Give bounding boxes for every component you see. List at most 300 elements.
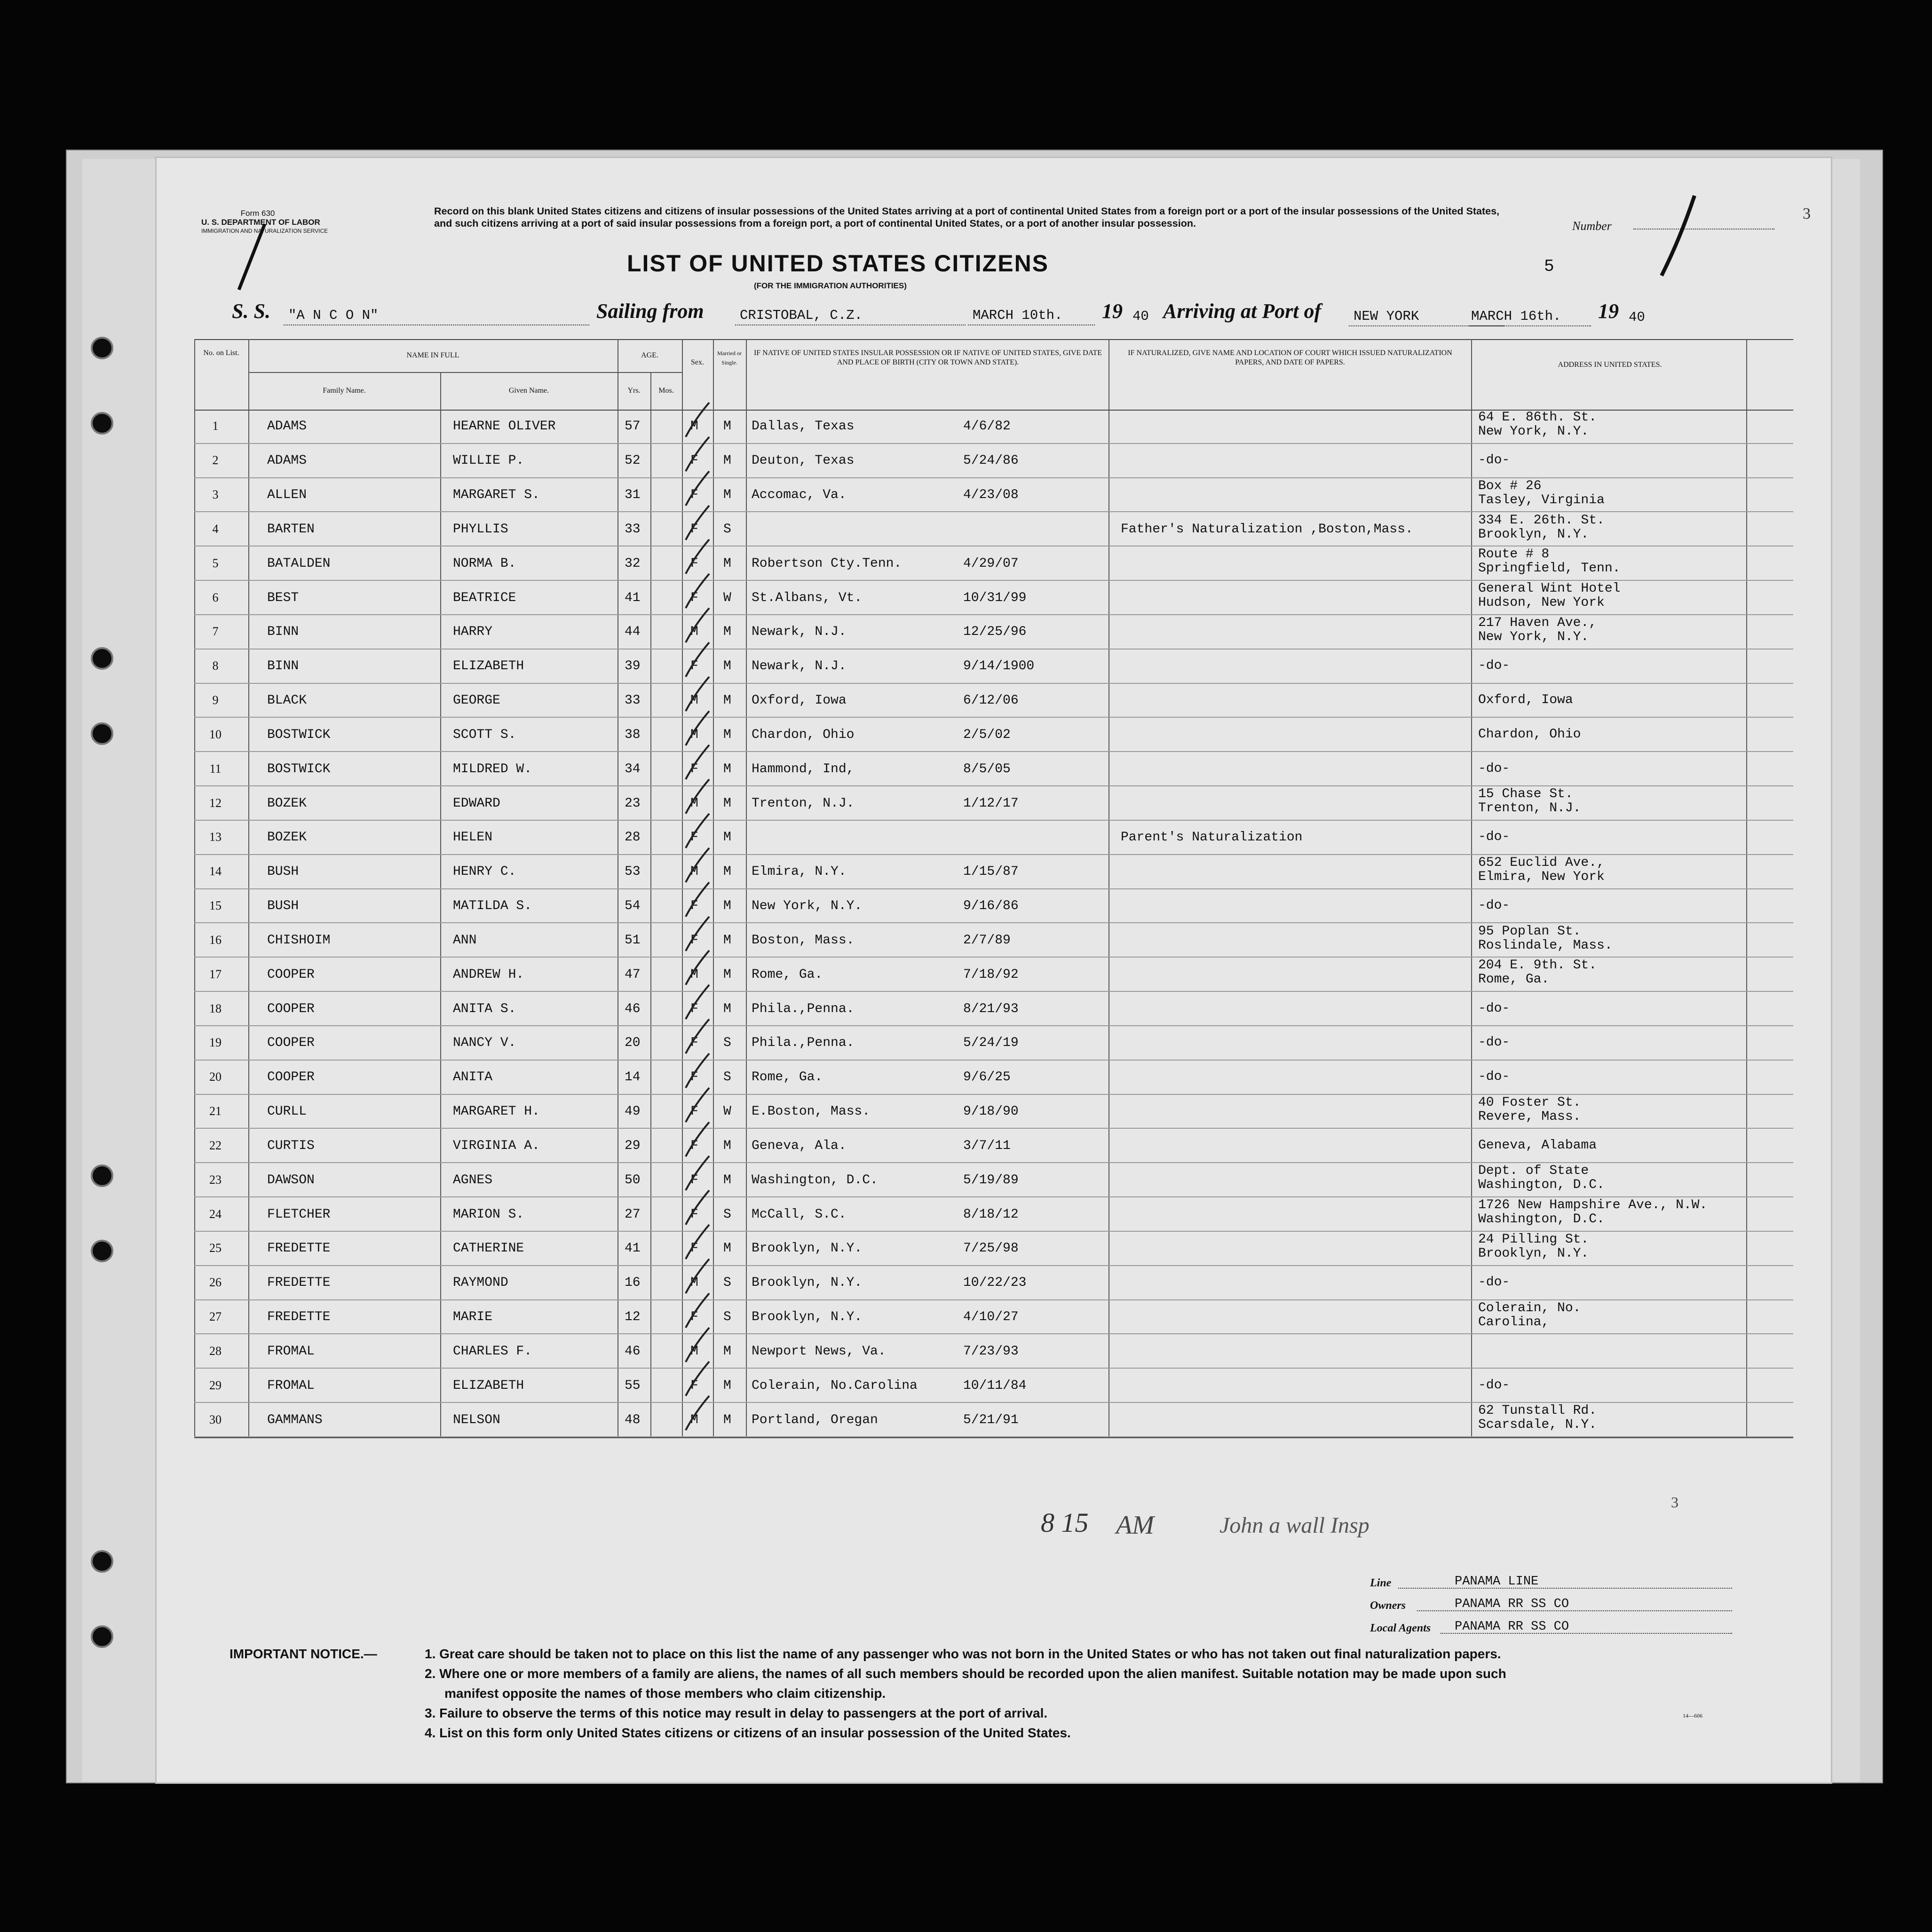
sailing-year: 40 [1132, 309, 1149, 324]
table-row [157, 684, 1831, 718]
marital-status: W [723, 590, 731, 605]
family-name: ADAMS [267, 453, 307, 468]
sex: F [690, 1104, 698, 1119]
marital-status: S [723, 1275, 731, 1291]
address-line-1: 1726 New Hampshire Ave., N.W. [1478, 1198, 1708, 1213]
address-line-1: 204 E. 9th. St. [1478, 958, 1597, 973]
sex: M [690, 693, 698, 708]
row-number: 11 [209, 761, 222, 776]
row-number: 14 [209, 864, 222, 879]
check-mark [683, 1188, 712, 1226]
birth-date: 6/12/06 [963, 693, 1019, 708]
handwritten-time: 8 15 [1041, 1507, 1089, 1538]
check-mark [683, 982, 712, 1020]
address-line-1: Route # 8 [1478, 547, 1550, 562]
page-title: LIST OF UNITED STATES CITIZENS [627, 250, 1049, 277]
marital-status: M [723, 899, 731, 914]
sex: M [690, 1344, 698, 1359]
address-line-2: Tasley, Virginia [1478, 492, 1605, 507]
family-name: COOPER [267, 1001, 315, 1016]
age-years: 39 [625, 659, 641, 674]
age-years: 16 [625, 1275, 641, 1291]
marital-status: M [723, 693, 731, 708]
family-name: COOPER [267, 1070, 315, 1085]
sex: F [690, 556, 698, 571]
punch-hole [91, 722, 113, 745]
intro-text: Record on this blank United States citizens and citizens of insular possessions of the United States arriving at a port of continental United States from a foreign port or a port of the insular possessions of the United States, and such citizens arriving at a port of said insular possessions from a foreign port, a port of continental United States, or a port of another insular possession. [434, 206, 1500, 229]
printer-code: 14—606 [1683, 1712, 1702, 1719]
check-mark [683, 948, 712, 986]
check-mark [683, 709, 712, 746]
arrival-date: MARCH 16th. [1471, 309, 1561, 324]
age-years: 46 [625, 1001, 641, 1016]
row-number: 29 [209, 1378, 222, 1392]
age-years: 54 [625, 899, 641, 914]
sex: M [690, 864, 698, 879]
address-line-1: Colerain, No. [1478, 1300, 1581, 1315]
address-line-2: New York, N.Y. [1478, 424, 1589, 439]
table-row [157, 1197, 1831, 1232]
row-number: 12 [209, 796, 222, 810]
sex: M [690, 625, 698, 640]
family-name: ALLEN [267, 488, 307, 503]
birth-place: Geneva, Ala. [752, 1138, 847, 1153]
birth-place: Chardon, Ohio [752, 727, 855, 742]
row-number: 7 [212, 625, 219, 639]
table-row [157, 1129, 1831, 1164]
table-row [157, 649, 1831, 684]
sheet-number: 5 [1544, 257, 1554, 276]
address-line-1: 95 Poplan St. [1478, 924, 1581, 939]
given-name: SCOTT S. [453, 727, 516, 742]
given-name: ANN [453, 933, 477, 948]
address-line-1: 652 Euclid Ave., [1478, 855, 1605, 870]
sex: F [690, 830, 698, 845]
row-number: 26 [209, 1275, 222, 1290]
table-row [157, 1403, 1831, 1437]
given-name: MATILDA S. [453, 899, 532, 914]
birth-date: 8/5/05 [963, 761, 1011, 776]
family-name: FREDETTE [267, 1310, 331, 1325]
check-mark [683, 1257, 712, 1294]
sex: F [690, 488, 698, 503]
address-line-1: -do- [1478, 453, 1510, 468]
naturalization: Father's Naturalization ,Boston,Mass. [1121, 522, 1413, 537]
family-name: BARTEN [267, 522, 315, 537]
given-name: CHARLES F. [453, 1344, 532, 1359]
birth-date: 3/7/11 [963, 1138, 1011, 1153]
age-years: 31 [625, 488, 641, 503]
marital-status: M [723, 864, 731, 879]
birth-place: Trenton, N.J. [752, 796, 855, 811]
birth-date: 10/11/84 [963, 1378, 1027, 1393]
address-line-1: -do- [1478, 1035, 1510, 1050]
given-name: RAYMOND [453, 1275, 508, 1291]
address-line-2: Springfield, Tenn. [1478, 561, 1621, 576]
table-row [157, 1232, 1831, 1266]
address-line-2: Revere, Mass. [1478, 1109, 1581, 1124]
row-number: 5 [212, 556, 219, 570]
given-name: WILLIE P. [453, 453, 524, 468]
given-name: BEATRICE [453, 590, 516, 605]
age-years: 33 [625, 522, 641, 537]
address-line-1: -do- [1478, 1001, 1510, 1016]
sex: F [690, 453, 698, 468]
header-yrs: Yrs. [627, 387, 641, 395]
age-years: 47 [625, 967, 641, 982]
sex: F [690, 1378, 698, 1393]
birth-place: Oxford, Iowa [752, 693, 847, 708]
row-number: 24 [209, 1207, 222, 1221]
marital-status: M [723, 761, 731, 776]
family-name: COOPER [267, 967, 315, 982]
row-number: 2 [212, 453, 219, 467]
row-number: 9 [212, 693, 219, 707]
row-number: 6 [212, 590, 219, 604]
marital-status: M [723, 625, 731, 640]
address-line-2: Washington, D.C. [1478, 1212, 1605, 1227]
header-no: No. on List. [203, 349, 239, 357]
birth-date: 7/23/93 [963, 1344, 1019, 1359]
marital-status: M [723, 659, 731, 674]
sex: M [690, 1412, 698, 1427]
address-line-1: 40 Foster St. [1478, 1095, 1581, 1110]
check-mark [683, 777, 712, 815]
address-line-1: Geneva, Alabama [1478, 1138, 1597, 1153]
table-row [157, 1300, 1831, 1335]
sex: M [690, 967, 698, 982]
row-number: 27 [209, 1310, 222, 1324]
notice-item-2-cont: manifest opposite the names of those members who claim citizenship. [444, 1686, 886, 1701]
birth-date: 2/7/89 [963, 933, 1011, 948]
birth-place: Brooklyn, N.Y. [752, 1241, 863, 1256]
check-mark [683, 811, 712, 849]
row-number: 15 [209, 899, 222, 913]
table-row [157, 924, 1831, 958]
address-line-2: Roslindale, Mass. [1478, 938, 1613, 953]
age-years: 44 [625, 625, 641, 640]
check-mark [683, 571, 712, 609]
check-mark [683, 606, 712, 643]
address-line-2: Hudson, New York [1478, 595, 1605, 610]
family-name: CHISHOIM [267, 933, 331, 948]
sex: F [690, 933, 698, 948]
sailing-port: CRISTOBAL, C.Z. [740, 308, 863, 323]
row-number: 18 [209, 1001, 222, 1015]
marital-status: M [723, 1138, 731, 1153]
birth-place: Brooklyn, N.Y. [752, 1275, 863, 1291]
table-row [157, 1266, 1831, 1300]
owners-label: Owners [1370, 1599, 1406, 1612]
family-name: ADAMS [267, 419, 307, 434]
sex: F [690, 1001, 698, 1016]
given-name: MILDRED W. [453, 761, 532, 776]
address-line-1: 62 Tunstall Rd. [1478, 1403, 1597, 1418]
table-row [157, 615, 1831, 649]
line-value: PANAMA LINE [1455, 1575, 1539, 1589]
age-years: 41 [625, 1241, 641, 1256]
table-row [157, 786, 1831, 821]
address-line-1: Oxford, Iowa [1478, 693, 1573, 708]
check-mark [683, 1017, 712, 1054]
marital-status: M [723, 419, 731, 434]
table-row [157, 821, 1831, 855]
arrival-year: 40 [1629, 309, 1645, 325]
marital-status: M [723, 727, 731, 742]
given-name: ELIZABETH [453, 659, 524, 674]
table-row [157, 958, 1831, 992]
age-years: 53 [625, 864, 641, 879]
family-name: BINN [267, 625, 299, 640]
address-line-1: 334 E. 26th. St. [1478, 513, 1605, 528]
address-line-1: Dept. of State [1478, 1164, 1589, 1179]
age-years: 34 [625, 761, 641, 776]
check-mark [683, 640, 712, 678]
birth-place: Boston, Mass. [752, 933, 855, 948]
marital-status: M [723, 967, 731, 982]
age-years: 27 [625, 1207, 641, 1222]
form-number: Form 630 [240, 209, 275, 218]
birth-place: St.Albans, Vt. [752, 590, 863, 605]
given-name: MARIE [453, 1310, 493, 1325]
family-name: BOZEK [267, 830, 307, 845]
table-row [157, 752, 1831, 786]
birth-date: 1/12/17 [963, 796, 1019, 811]
birth-date: 9/18/90 [963, 1104, 1019, 1119]
check-mark [683, 1394, 712, 1431]
birth-place: E.Boston, Mass. [752, 1104, 871, 1119]
address-line-1: 64 E. 86th. St. [1478, 410, 1597, 425]
family-name: BUSH [267, 864, 299, 879]
family-name: BUSH [267, 899, 299, 914]
marital-status: M [723, 933, 731, 948]
birth-date: 7/25/98 [963, 1241, 1019, 1256]
manifest-page [155, 157, 1832, 1784]
punch-hole [91, 1240, 113, 1262]
birth-place: Robertson Cty.Tenn. [752, 556, 902, 571]
family-name: BOSTWICK [267, 761, 331, 776]
sailing-label: Sailing from [596, 300, 704, 323]
sex: F [690, 899, 698, 914]
marital-status: M [723, 1344, 731, 1359]
birth-date: 5/24/19 [963, 1036, 1019, 1051]
header-address: ADDRESS IN UNITED STATES. [1558, 361, 1662, 369]
family-name: BINN [267, 659, 299, 674]
table-row [157, 546, 1831, 581]
row-number: 22 [209, 1138, 222, 1152]
family-name: FREDETTE [267, 1275, 331, 1291]
age-years: 20 [625, 1036, 641, 1051]
naturalization: Parent's Naturalization [1121, 830, 1303, 845]
punch-hole [91, 647, 113, 670]
sex: F [690, 1036, 698, 1051]
row-number: 16 [209, 933, 222, 947]
address-line-2: New York, N.Y. [1478, 630, 1589, 644]
row-number: 23 [209, 1172, 222, 1187]
marital-status: S [723, 1070, 731, 1085]
row-number: 3 [212, 488, 219, 502]
row-number: 21 [209, 1104, 222, 1118]
given-name: VIRGINIA A. [453, 1138, 540, 1153]
address-line-1: -do- [1478, 830, 1510, 845]
address-line-2: Trenton, N.J. [1478, 801, 1581, 816]
header-name: NAME IN FULL [406, 351, 459, 359]
row-number: 13 [209, 830, 222, 844]
age-years: 46 [625, 1344, 641, 1359]
family-name: BEST [267, 590, 299, 605]
address-line-1: 15 Chase St. [1478, 787, 1573, 802]
address-line-2: Carolina, [1478, 1314, 1550, 1330]
age-years: 38 [625, 727, 641, 742]
family-name: BOSTWICK [267, 727, 331, 742]
owners-value: PANAMA RR SS CO [1455, 1597, 1569, 1611]
family-name: BLACK [267, 693, 307, 708]
address-line-2: Washington, D.C. [1478, 1178, 1605, 1193]
birth-date: 9/14/1900 [963, 659, 1035, 674]
table-row [157, 1061, 1831, 1095]
table-row [157, 1335, 1831, 1369]
check-mark [683, 1291, 712, 1329]
marital-status: M [723, 1001, 731, 1016]
given-name: NANCY V. [453, 1036, 516, 1051]
sex: M [690, 727, 698, 742]
handwritten-am: AM [1116, 1511, 1154, 1540]
given-name: MARGARET H. [453, 1104, 540, 1119]
table-row [157, 992, 1831, 1026]
family-name: GAMMANS [267, 1412, 323, 1427]
sex: F [690, 761, 698, 776]
address-line-2: Elmira, New York [1478, 869, 1605, 884]
header-mos: Mos. [658, 387, 674, 395]
age-years: 50 [625, 1172, 641, 1188]
given-name: AGNES [453, 1172, 493, 1188]
check-mark [683, 435, 712, 472]
check-mark [683, 914, 712, 952]
notice-item-3: 3. Failure to observe the terms of this notice may result in delay to passengers at the port of arrival. [425, 1706, 1048, 1720]
birth-date: 10/22/23 [963, 1275, 1027, 1291]
given-name: GEORGE [453, 693, 500, 708]
family-name: DAWSON [267, 1172, 315, 1188]
birth-date: 9/6/25 [963, 1070, 1011, 1085]
given-name: HEARNE OLIVER [453, 419, 556, 434]
row-number: 1 [212, 419, 219, 433]
table-row [157, 1163, 1831, 1197]
row-number: 30 [209, 1412, 222, 1426]
marital-status: M [723, 796, 731, 811]
check-mark [683, 846, 712, 883]
header-sex: Sex. [691, 358, 704, 366]
family-name: COOPER [267, 1036, 315, 1051]
inspector-signature: John a wall Insp [1219, 1513, 1370, 1538]
punch-hole [91, 1550, 113, 1573]
birth-place: Dallas, Texas [752, 419, 855, 434]
birth-place: Newport News, Va. [752, 1344, 886, 1359]
table-row [157, 1026, 1831, 1061]
birth-place: Phila.,Penna. [752, 1036, 855, 1051]
family-name: BOZEK [267, 796, 307, 811]
marital-status: S [723, 1036, 731, 1051]
form-service: IMMIGRATION AND NATURALIZATION SERVICE [201, 228, 328, 234]
sex: F [690, 522, 698, 537]
header-birth: IF NATIVE OF UNITED STATES INSULAR POSSESSION OR IF NATIVE OF UNITED STATES, GIVE DATE AND PLACE OF BIRTH (CITY OR TOWN AND STATE). [753, 349, 1102, 366]
birth-date: 8/18/12 [963, 1207, 1019, 1222]
address-line-1: 24 Pilling St. [1478, 1232, 1589, 1247]
marital-status: M [723, 1172, 731, 1188]
row-number: 20 [209, 1070, 222, 1084]
number-label: Number [1572, 219, 1612, 233]
sailing-year-prefix: 19 [1102, 300, 1123, 323]
marital-status: M [723, 488, 731, 503]
sex: F [690, 1241, 698, 1256]
passenger-table [157, 339, 1831, 1447]
table-row [157, 410, 1831, 444]
corner-mark: 3 [1803, 205, 1811, 222]
table-row [157, 855, 1831, 889]
age-years: 32 [625, 556, 641, 571]
sex: M [690, 796, 698, 811]
birth-date: 4/29/07 [963, 556, 1019, 571]
given-name: PHYLLIS [453, 522, 508, 537]
given-name: ANITA [453, 1070, 493, 1085]
given-name: NORMA B. [453, 556, 516, 571]
agents-value: PANAMA RR SS CO [1455, 1620, 1569, 1634]
address-line-1: General Wint Hotel [1478, 581, 1621, 596]
birth-place: Rome, Ga. [752, 1070, 823, 1085]
marital-status: M [723, 453, 731, 468]
given-name: ELIZABETH [453, 1378, 524, 1393]
given-name: NELSON [453, 1412, 500, 1427]
arriving-label: Arriving at Port of [1163, 300, 1322, 323]
birth-date: 5/19/89 [963, 1172, 1019, 1188]
passenger-rows [157, 410, 1831, 1437]
marital-status: M [723, 1412, 731, 1427]
sex: F [690, 659, 698, 674]
notice-item-1: 1. Great care should be taken not to place on this list the name of any passenger who was not born in the United States or who has not taken out final naturalization papers. [425, 1647, 1501, 1661]
check-mark [683, 880, 712, 918]
form-dept: U. S. DEPARTMENT OF LABOR [201, 218, 320, 227]
address-line-1: -do- [1478, 1378, 1510, 1393]
table-row [157, 1369, 1831, 1403]
given-name: MARION S. [453, 1207, 524, 1222]
check-mark [683, 1051, 712, 1089]
given-name: EDWARD [453, 796, 500, 811]
marital-status: M [723, 1241, 731, 1256]
sex: F [690, 1070, 698, 1085]
punch-hole [91, 1164, 113, 1187]
birth-date: 2/5/02 [963, 727, 1011, 742]
given-name: HENRY C. [453, 864, 516, 879]
handwritten-slash [232, 219, 269, 294]
birth-place: Deuton, Texas [752, 453, 855, 468]
check-mark [683, 674, 712, 712]
given-name: ANITA S. [453, 1001, 516, 1016]
ship-name: "A N C O N" [288, 308, 379, 323]
age-years: 51 [625, 933, 641, 948]
header-age: AGE. [641, 351, 658, 359]
family-name: FREDETTE [267, 1241, 331, 1256]
page-subtitle: (FOR THE IMMIGRATION AUTHORITIES) [754, 281, 907, 290]
birth-place: Colerain, No.Carolina [752, 1378, 918, 1393]
birth-place: Washington, D.C. [752, 1172, 878, 1188]
birth-place: Newark, N.J. [752, 659, 847, 674]
age-years: 48 [625, 1412, 641, 1427]
sex: M [690, 1275, 698, 1291]
address-line-1: -do- [1478, 761, 1510, 776]
check-mark [683, 1120, 712, 1157]
bottom-mark: 3 [1671, 1494, 1679, 1511]
birth-place: New York, N.Y. [752, 899, 863, 914]
notice-item-4: 4. List on this form only United States citizens or citizens of an insular possession of the United States. [425, 1726, 1071, 1740]
